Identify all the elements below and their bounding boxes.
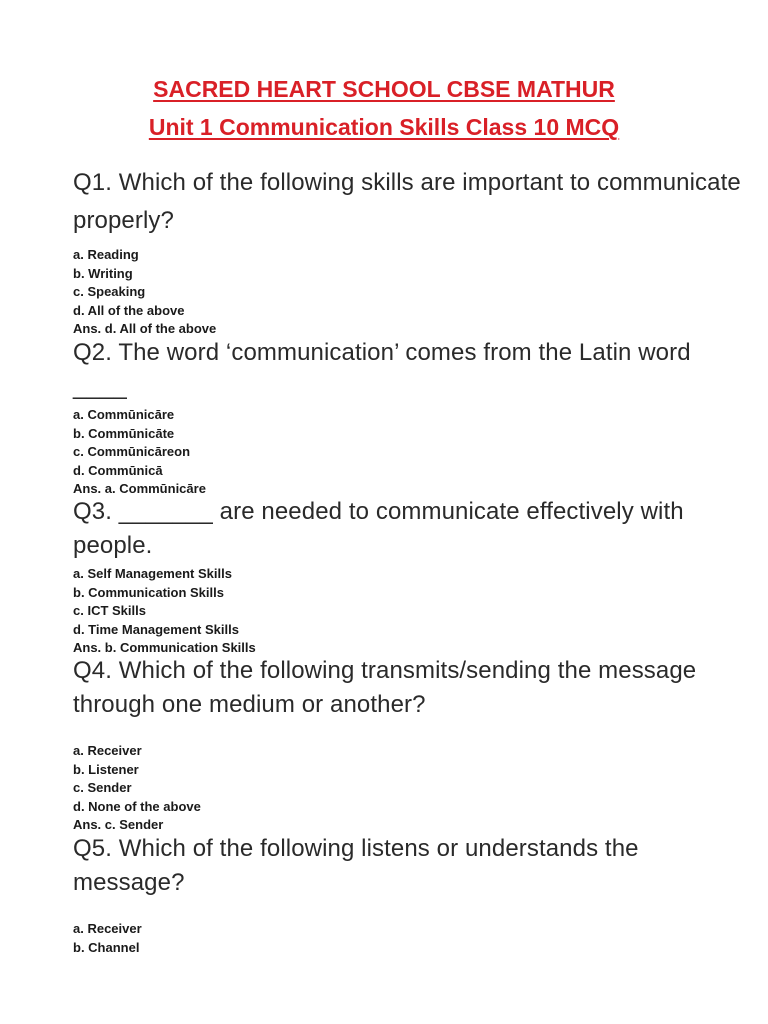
question-block-3: [73, 495, 743, 658]
question-1-options: [73, 246, 743, 320]
option-4a: a. Receiver: [73, 743, 142, 758]
option-3c: c. ICT Skills: [73, 603, 146, 618]
question-2-options: [73, 406, 743, 480]
option-1b: b. Writing: [73, 265, 133, 281]
question-4-text: Q4. Which of the following transmits/sending the message through one medium or another?: [73, 657, 697, 718]
question-block-4: [73, 654, 743, 835]
question-5-text: Q5. Which of the following listens or understands the message?: [73, 835, 639, 896]
answer-3: Ans. b. Communication Skills: [73, 640, 256, 655]
question-5-options: [73, 920, 743, 957]
question-3-text: Q3. _______ are needed to communicate effectively with people.: [73, 498, 684, 559]
option-1d: d. All of the above: [73, 302, 185, 318]
option-4d: d. None of the above: [73, 798, 201, 814]
school-name-heading: SACRED HEART SCHOOL CBSE MATHUR: [153, 76, 615, 102]
option-5a: a. Receiver: [73, 921, 142, 936]
option-3d: d. Time Management Skills: [73, 621, 239, 637]
option-2c: c. Commūnicāreon: [73, 444, 191, 459]
unit-title-heading: Unit 1 Communication Skills Class 10 MCQ: [148, 114, 620, 140]
answer-2: Ans. a. Commūnicāre: [73, 481, 206, 496]
option-4c: c. Sender: [73, 780, 132, 795]
question-2-text: Q2. The word ‘communication’ comes from the Latin word ____: [73, 339, 691, 400]
option-3b: b. Communication Skills: [73, 584, 224, 600]
question-block-2: [73, 336, 743, 499]
option-4b: b. Listener: [73, 761, 139, 777]
question-block-1: [73, 164, 743, 339]
option-3a: a. Self Management Skills: [73, 566, 232, 581]
question-4-options: [73, 742, 743, 816]
option-2a: a. Commūnicāre: [73, 407, 175, 422]
option-2d: d. Commūnicā: [73, 462, 163, 478]
answer-1: Ans. d. All of the above: [73, 321, 217, 336]
option-2b: b. Commūnicāte: [73, 425, 175, 441]
question-3-options: [73, 565, 743, 639]
question-1-text: Q1. Which of the following skills are important to communicate properly?: [73, 169, 741, 234]
question-block-5: [73, 832, 743, 957]
option-5b: b. Channel: [73, 939, 140, 955]
answer-4: Ans. c. Sender: [73, 817, 164, 832]
option-1c: c. Speaking: [73, 284, 146, 299]
option-1a: a. Reading: [73, 247, 139, 262]
